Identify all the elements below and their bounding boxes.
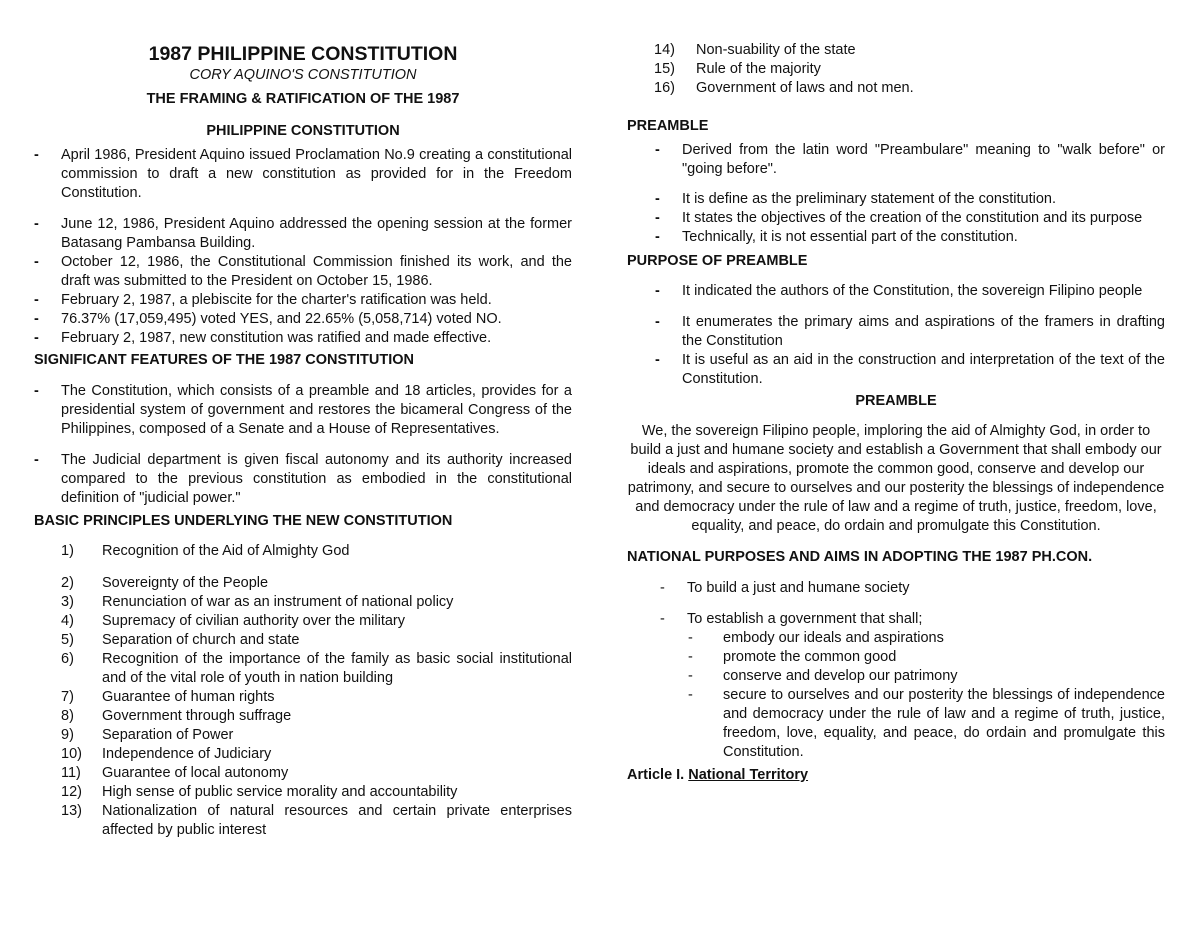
list-item [34, 291, 572, 310]
list-item-text: It states the objectives of the creation of the constitution and its purpose [682, 210, 1143, 226]
list-item [627, 228, 1165, 247]
list-item-text: embody our ideals and aspirations [723, 630, 944, 646]
list-item-text: Recognition of the importance of the family as basic social institutional and of the vital role of youth in nation building [102, 651, 572, 686]
bullet-dash: - [655, 142, 660, 158]
principles-heading: BASIC PRINCIPLES UNDERLYING THE NEW CONSTITUTION [34, 513, 453, 529]
list-number: 4) [61, 613, 74, 629]
list-number: 13) [61, 803, 82, 819]
list-number: 2) [61, 575, 74, 591]
list-item-text: Supremacy of civilian authority over the military [102, 613, 406, 629]
list-item-text: February 2, 1987, new constitution was ratified and made effective. [61, 330, 492, 346]
list-item [627, 79, 1165, 98]
list-number: 16) [654, 80, 675, 96]
list-item [34, 688, 572, 707]
list-number: 12) [61, 784, 82, 800]
list-item-text: The Judicial department is given fiscal autonomy and its authority increased compared to the previous constitution as embodied in the constitutional definition of "judicial power." [61, 452, 572, 506]
list-item [34, 310, 572, 329]
document-subtitle: CORY AQUINO'S CONSTITUTION [189, 67, 417, 83]
list-number: 5) [61, 632, 74, 648]
list-item [34, 382, 572, 439]
list-item-text: To build a just and humane society [687, 580, 910, 596]
list-item-text: promote the common good [723, 649, 897, 665]
list-item [627, 141, 1165, 179]
government-sublist [627, 629, 1165, 762]
bullet-dash: - [34, 147, 39, 163]
list-item [627, 629, 1165, 648]
bullet-dash: - [34, 452, 39, 468]
document-title: 1987 PHILIPPINE CONSTITUTION [148, 43, 458, 65]
bullet-dash: - [660, 611, 665, 627]
list-item [34, 802, 572, 840]
list-item [34, 593, 572, 612]
list-item-text: June 12, 1986, President Aquino addressed the opening session at the former Batasang Pambansa Building. [61, 216, 572, 251]
principles-list-continued [627, 41, 1165, 98]
list-item-text: April 1986, President Aquino issued Proclamation No.9 creating a constitutional commission to draft a new constitution as provided for in the Freedom Constitution. [61, 147, 572, 201]
list-item-text: Guarantee of local autonomy [102, 765, 289, 781]
list-item [34, 146, 572, 203]
article-heading [627, 766, 1165, 785]
list-item-text: Derived from the latin word "Preambulare" meaning to "walk before" or "going before". [682, 142, 1165, 177]
list-item [34, 215, 572, 253]
list-item-text: Renunciation of war as an instrument of national policy [102, 594, 454, 610]
list-item-text: secure to ourselves and our posterity the blessings of independence and democracy under the rule of law and a regime of truth, justice, freedom, love, equality, and peace, do ordain and promulgate this Constitution. [723, 687, 1165, 760]
list-item-text: Rule of the majority [696, 61, 821, 77]
bullet-dash: - [34, 311, 39, 327]
bullet-dash: - [688, 630, 693, 646]
list-item-text: Sovereignty of the People [102, 575, 269, 591]
framing-list [34, 146, 572, 348]
left-column [34, 40, 572, 840]
national-purposes-heading: NATIONAL PURPOSES AND AIMS IN ADOPTING THE 1987 PH.CON. [627, 549, 1093, 565]
list-item [34, 329, 572, 348]
features-heading: SIGNIFICANT FEATURES OF THE 1987 CONSTITUTION [34, 352, 414, 368]
list-number: 11) [61, 765, 81, 781]
national-purposes-list [627, 579, 1165, 629]
bullet-dash: - [688, 649, 693, 665]
list-item [34, 451, 572, 508]
list-item [627, 610, 1165, 629]
list-item-text: conserve and develop our patrimony [723, 668, 958, 684]
bullet-dash: - [655, 314, 660, 330]
list-item [34, 650, 572, 688]
list-item [34, 783, 572, 802]
framing-heading-line1: THE FRAMING & RATIFICATION OF THE 1987 [146, 91, 460, 107]
list-item-text: 76.37% (17,059,495) voted YES, and 22.65% (5,058,714) voted NO. [61, 311, 502, 327]
bullet-dash: - [660, 580, 665, 596]
list-number: 14) [654, 42, 675, 58]
bullet-dash: - [655, 283, 660, 299]
list-item-text: Independence of Judiciary [102, 746, 272, 762]
list-item-text: February 2, 1987, a plebiscite for the charter's ratification was held. [61, 292, 492, 308]
bullet-dash: - [688, 687, 693, 703]
list-item [34, 631, 572, 650]
bullet-dash: - [655, 191, 660, 207]
list-item-text: To establish a government that shall; [687, 611, 923, 627]
article-title: National Territory [688, 767, 809, 783]
list-item [627, 579, 1165, 598]
list-number: 10) [61, 746, 82, 762]
list-item [34, 764, 572, 783]
list-item [627, 667, 1165, 686]
list-number: 15) [654, 61, 675, 77]
list-item-text: It indicated the authors of the Constitution, the sovereign Filipino people [682, 283, 1143, 299]
list-number: 6) [61, 651, 74, 667]
list-item [627, 60, 1165, 79]
list-number: 8) [61, 708, 74, 724]
list-item-text: It is define as the preliminary statement of the constitution. [682, 191, 1056, 207]
list-item [627, 351, 1165, 389]
list-number: 1) [61, 543, 74, 559]
list-item-text: The Constitution, which consists of a preamble and 18 articles, provides for a presidential system of government and restores the bicameral Congress of the Philippines, composed of a Senate and a House of Representatives. [61, 383, 572, 437]
list-item-text: Nationalization of natural resources and certain private enterprises affected by public interest [102, 803, 572, 838]
list-item [34, 574, 572, 593]
bullet-dash: - [655, 210, 660, 226]
bullet-dash: - [34, 330, 39, 346]
bullet-dash: - [34, 383, 39, 399]
preamble-text: We, the sovereign Filipino people, imploring the aid of Almighty God, in order to build a just and humane society and establish a Government that shall embody our ideals and aspirations, promote the common good, conserve and develop our patrimony, and secure to ourselves and our posterity the blessings of independence and democracy under the rule of law and a regime of truth, justice, freedom, love, equality, and peace, do ordain and promulgate this Constitution. [627, 423, 1165, 534]
list-item [34, 707, 572, 726]
framing-heading-line2: PHILIPPINE CONSTITUTION [206, 123, 400, 139]
list-item-text: Separation of church and state [102, 632, 300, 648]
purpose-heading: PURPOSE OF PREAMBLE [627, 253, 808, 269]
right-column [627, 41, 1165, 785]
list-number: 9) [61, 727, 74, 743]
list-item [34, 745, 572, 764]
list-item [34, 542, 572, 561]
bullet-dash: - [655, 352, 660, 368]
preamble-heading: PREAMBLE [627, 118, 709, 134]
article-prefix: Article I. [627, 767, 685, 783]
list-number: 7) [61, 689, 74, 705]
list-item [627, 648, 1165, 667]
preamble-title: PREAMBLE [855, 393, 937, 409]
list-item-text: Recognition of the Aid of Almighty God [102, 543, 350, 559]
bullet-dash: - [34, 292, 39, 308]
bullet-dash: - [34, 254, 39, 270]
list-item [34, 612, 572, 631]
list-item [627, 282, 1165, 301]
list-item-text: Government through suffrage [102, 708, 292, 724]
list-item-text: Government of laws and not men. [696, 80, 914, 96]
list-item [627, 686, 1165, 762]
list-item-text: It enumerates the primary aims and aspirations of the framers in drafting the Constitution [682, 314, 1165, 349]
principles-list [34, 542, 572, 840]
list-item-text: Technically, it is not essential part of the constitution. [682, 229, 1018, 245]
bullet-dash: - [34, 216, 39, 232]
bullet-dash: - [655, 229, 660, 245]
list-item-text: Guarantee of human rights [102, 689, 275, 705]
list-item-text: Separation of Power [102, 727, 234, 743]
list-item-text: October 12, 1986, the Constitutional Commission finished its work, and the draft was submitted to the President on October 15, 1986. [61, 254, 572, 289]
list-item [34, 726, 572, 745]
list-item [34, 253, 572, 291]
list-item [627, 313, 1165, 351]
list-item [627, 209, 1165, 228]
list-number: 3) [61, 594, 74, 610]
preamble-list [627, 141, 1165, 247]
features-list [34, 382, 572, 508]
list-item [627, 41, 1165, 60]
list-item-text: It is useful as an aid in the construction and interpretation of the text of the Constitution. [682, 352, 1165, 387]
bullet-dash: - [688, 668, 693, 684]
list-item-text: High sense of public service morality and accountability [102, 784, 458, 800]
list-item [627, 190, 1165, 209]
list-item-text: Non-suability of the state [696, 42, 856, 58]
purpose-list [627, 282, 1165, 389]
